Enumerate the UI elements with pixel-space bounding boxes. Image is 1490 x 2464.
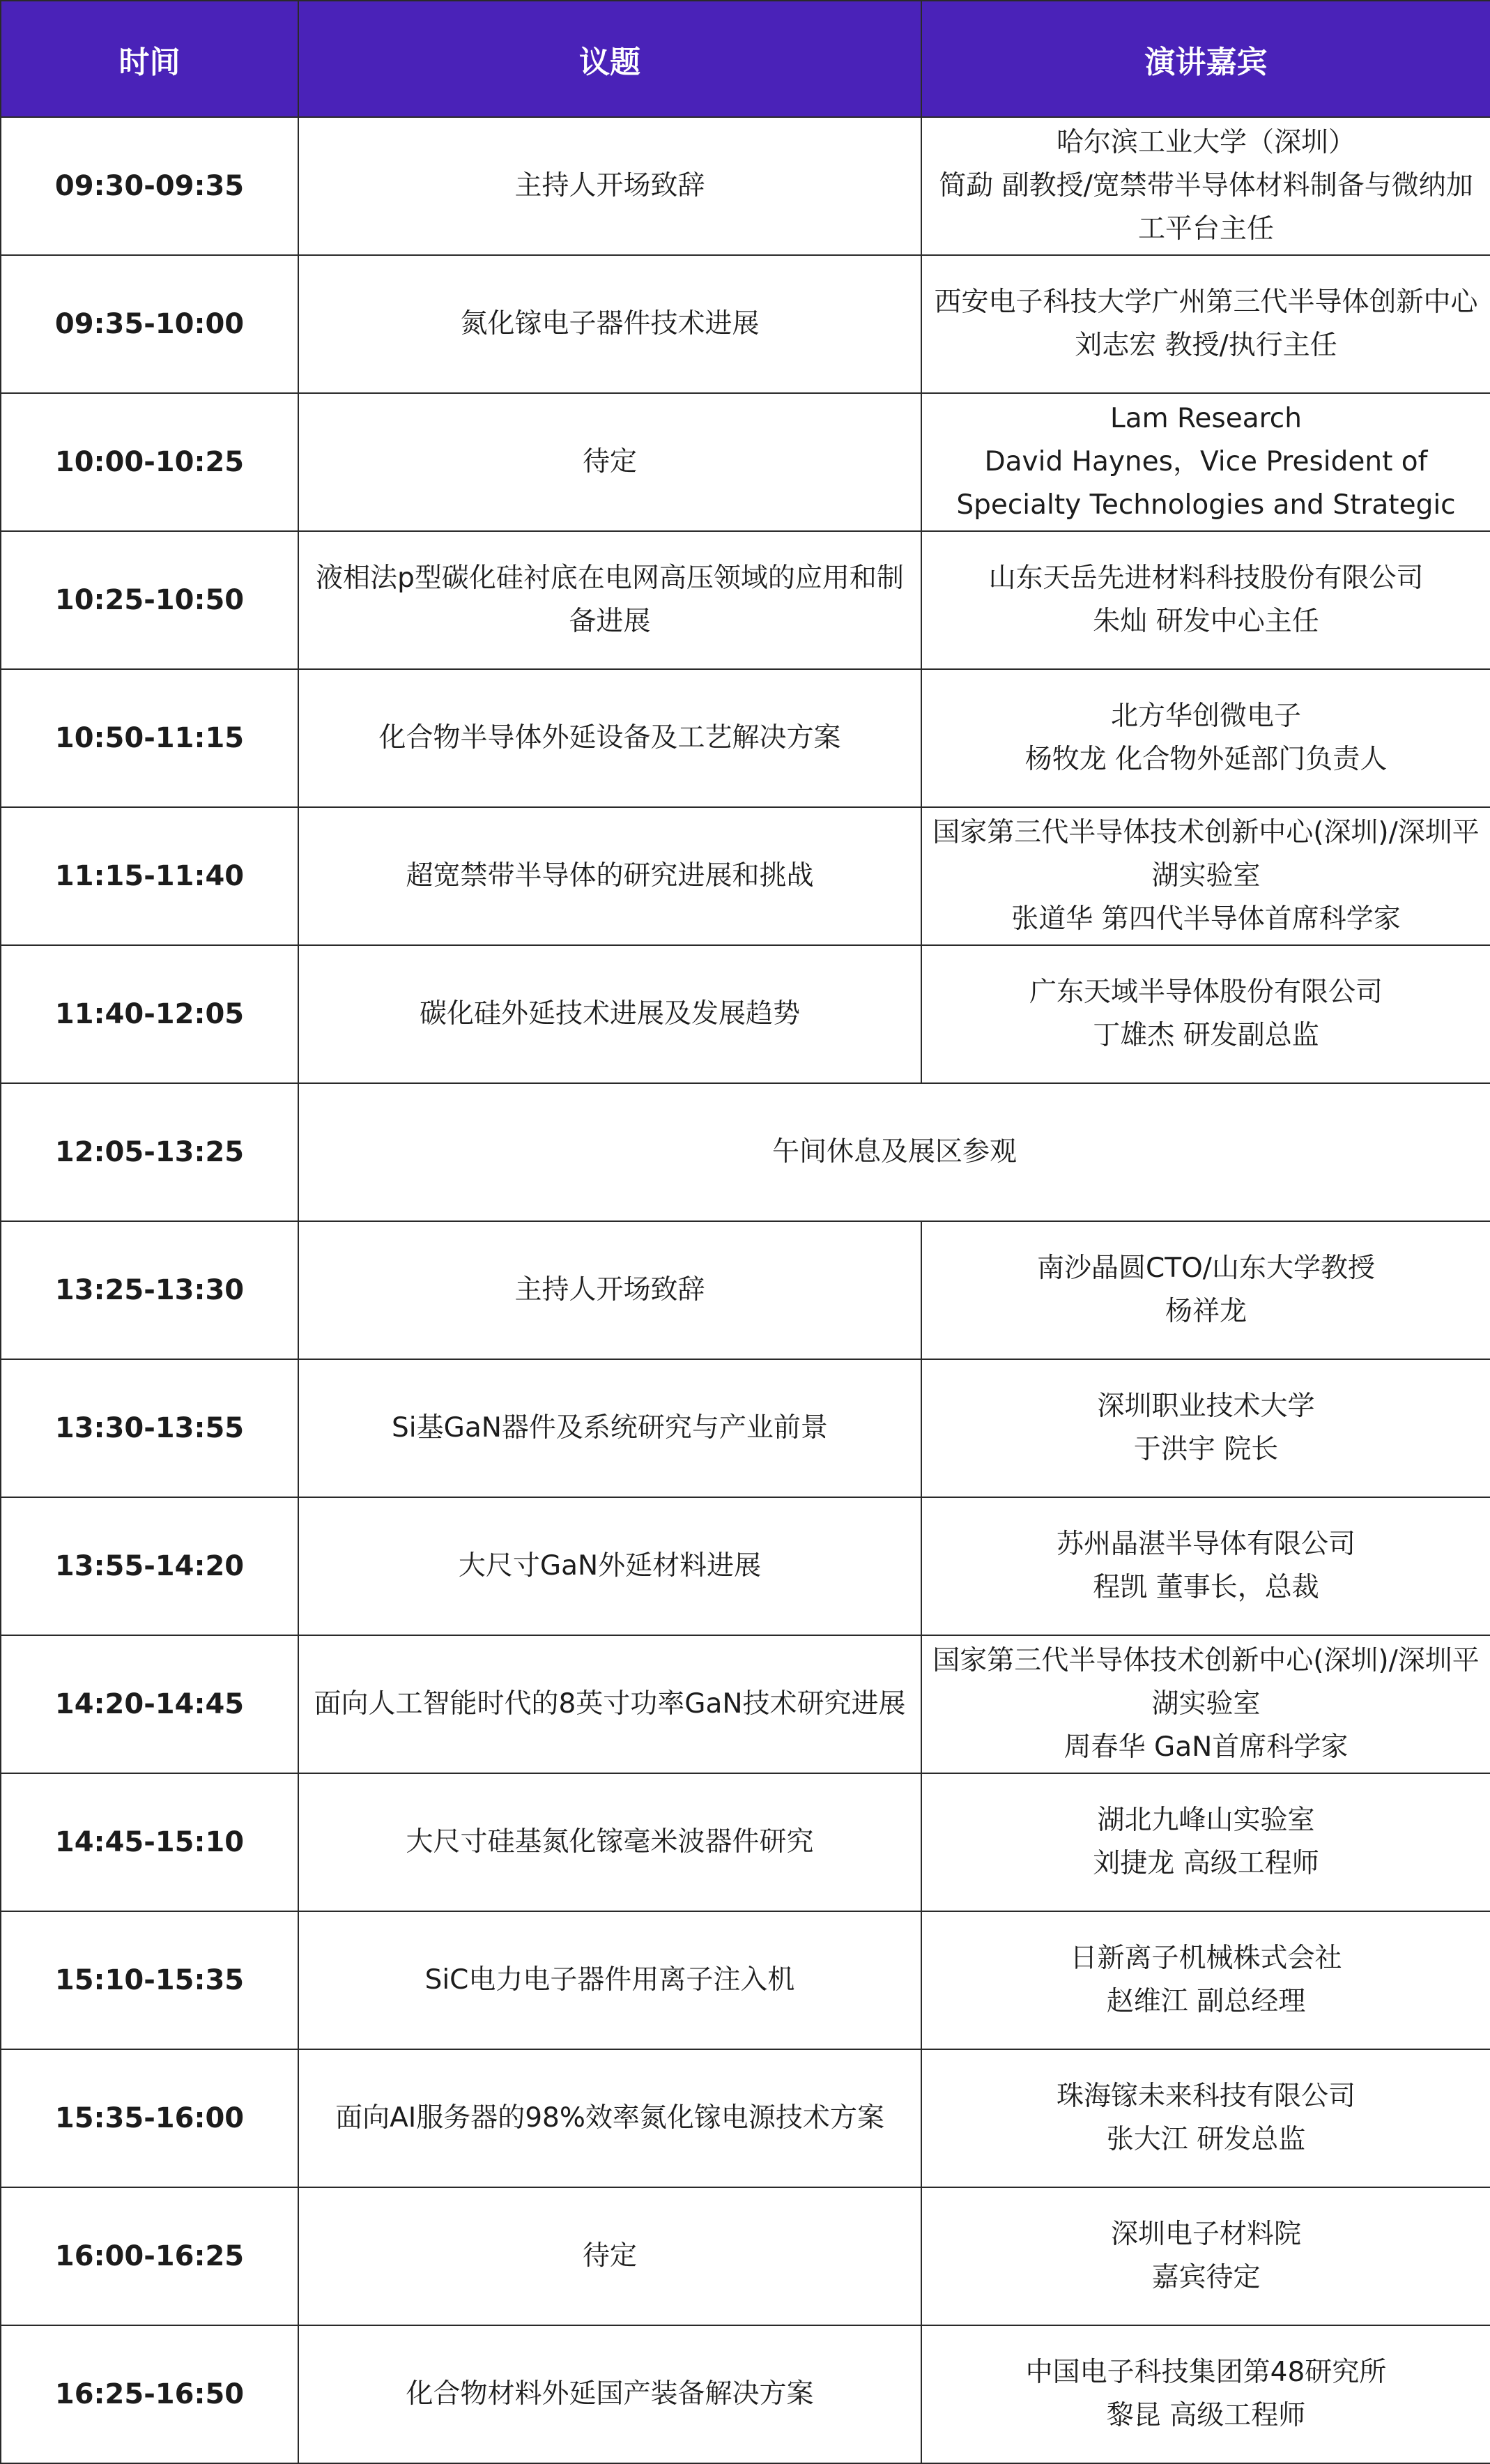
speaker-organization: 国家第三代半导体技术创新中心(深圳)/深圳平湖实验室 bbox=[932, 817, 1480, 892]
session-speaker bbox=[921, 117, 1490, 255]
speaker-text bbox=[928, 695, 1484, 781]
speaker-name-title: 刘捷龙 高级工程师 bbox=[1093, 1848, 1319, 1879]
header-topic: 议题 bbox=[298, 1, 921, 117]
table-row bbox=[1, 255, 1490, 393]
speaker-name-title: 杨牧龙 化合物外延部门负责人 bbox=[1024, 744, 1388, 775]
session-time: 09:30-09:35 bbox=[1, 117, 298, 255]
speaker-text bbox=[928, 1799, 1484, 1885]
session-topic: 主持人开场致辞 bbox=[298, 1221, 921, 1359]
speaker-name-title: 黎昆 高级工程师 bbox=[1106, 2400, 1306, 2431]
session-topic: 大尺寸硅基氮化镓毫米波器件研究 bbox=[298, 1773, 921, 1911]
speaker-name-title: 刘志宏 教授/执行主任 bbox=[1075, 330, 1337, 361]
table-row bbox=[1, 1359, 1490, 1497]
speaker-organization: 深圳职业技术大学 bbox=[1097, 1391, 1315, 1422]
speaker-organization: 湖北九峰山实验室 bbox=[1097, 1805, 1315, 1836]
speaker-text bbox=[928, 2075, 1484, 2161]
session-topic: 化合物半导体外延设备及工艺解决方案 bbox=[298, 669, 921, 807]
session-speaker bbox=[921, 1497, 1490, 1635]
session-speaker bbox=[921, 255, 1490, 393]
table-row bbox=[1, 1497, 1490, 1635]
session-time: 13:55-14:20 bbox=[1, 1497, 298, 1635]
session-time: 10:25-10:50 bbox=[1, 531, 298, 669]
table-row bbox=[1, 945, 1490, 1083]
session-speaker bbox=[921, 1773, 1490, 1911]
speaker-name-title: 赵维江 副总经理 bbox=[1106, 1986, 1306, 2017]
session-topic: SiC电力电子器件用离子注入机 bbox=[298, 1911, 921, 2049]
speaker-text bbox=[928, 397, 1484, 527]
session-time: 11:40-12:05 bbox=[1, 945, 298, 1083]
header-time: 时间 bbox=[1, 1, 298, 117]
speaker-organization: 珠海镓未来科技有限公司 bbox=[1056, 2081, 1355, 2112]
session-topic: 化合物材料外延国产装备解决方案 bbox=[298, 2325, 921, 2463]
speaker-name-title: David Haynes，Vice President of Specialty Technologies and Strategic bbox=[956, 446, 1456, 521]
session-topic: 氮化镓电子器件技术进展 bbox=[298, 255, 921, 393]
session-speaker bbox=[921, 807, 1490, 945]
session-speaker bbox=[921, 2325, 1490, 2463]
session-topic: 超宽禁带半导体的研究进展和挑战 bbox=[298, 807, 921, 945]
speaker-text bbox=[928, 121, 1484, 251]
speaker-text bbox=[928, 1639, 1484, 1769]
session-speaker bbox=[921, 1635, 1490, 1773]
header-row bbox=[1, 1, 1490, 117]
speaker-name-title: 张大江 研发总监 bbox=[1106, 2124, 1306, 2155]
speaker-name-title: 丁雄杰 研发副总监 bbox=[1093, 1020, 1319, 1051]
speaker-name-title: 朱灿 研发中心主任 bbox=[1093, 606, 1319, 637]
speaker-organization: 日新离子机械株式会社 bbox=[1070, 1943, 1342, 1974]
session-speaker bbox=[921, 2187, 1490, 2325]
speaker-text bbox=[928, 557, 1484, 643]
session-time: 15:10-15:35 bbox=[1, 1911, 298, 2049]
speaker-text bbox=[928, 1385, 1484, 1471]
session-speaker bbox=[921, 1359, 1490, 1497]
session-speaker bbox=[921, 945, 1490, 1083]
table-row bbox=[1, 1773, 1490, 1911]
speaker-organization: 西安电子科技大学广州第三代半导体创新中心 bbox=[934, 286, 1478, 318]
table-row bbox=[1, 1083, 1490, 1221]
session-speaker bbox=[921, 2049, 1490, 2187]
speaker-name-title: 嘉宾待定 bbox=[1151, 2262, 1261, 2293]
table-row bbox=[1, 669, 1490, 807]
speaker-name-title: 于洪宇 院长 bbox=[1133, 1434, 1279, 1465]
speaker-text bbox=[928, 971, 1484, 1057]
table-row bbox=[1, 2325, 1490, 2463]
speaker-text bbox=[928, 2213, 1484, 2300]
speaker-text bbox=[928, 1937, 1484, 2023]
session-time: 16:25-16:50 bbox=[1, 2325, 298, 2463]
session-time: 10:00-10:25 bbox=[1, 393, 298, 531]
speaker-name-title: 周春华 GaN首席科学家 bbox=[1063, 1731, 1349, 1763]
speaker-organization: 苏州晶湛半导体有限公司 bbox=[1056, 1529, 1355, 1560]
session-time: 13:25-13:30 bbox=[1, 1221, 298, 1359]
session-speaker bbox=[921, 393, 1490, 531]
session-time: 12:05-13:25 bbox=[1, 1083, 298, 1221]
session-topic: 主持人开场致辞 bbox=[298, 117, 921, 255]
session-time: 11:15-11:40 bbox=[1, 807, 298, 945]
session-topic: 待定 bbox=[298, 393, 921, 531]
break-label: 午间休息及展区参观 bbox=[298, 1083, 1490, 1221]
speaker-organization: 深圳电子材料院 bbox=[1110, 2219, 1301, 2250]
session-topic: 面向AI服务器的98%效率氮化镓电源技术方案 bbox=[298, 2049, 921, 2187]
speaker-name-title: 张道华 第四代半导体首席科学家 bbox=[1011, 903, 1401, 935]
table-row bbox=[1, 1911, 1490, 2049]
table-row bbox=[1, 2049, 1490, 2187]
speaker-text bbox=[928, 811, 1484, 941]
session-time: 15:35-16:00 bbox=[1, 2049, 298, 2187]
table-row bbox=[1, 2187, 1490, 2325]
speaker-text bbox=[928, 1247, 1484, 1333]
session-speaker bbox=[921, 1911, 1490, 2049]
session-speaker bbox=[921, 669, 1490, 807]
speaker-organization: 中国电子科技集团第48研究所 bbox=[1025, 2357, 1387, 2388]
speaker-name-title: 杨祥龙 bbox=[1165, 1296, 1247, 1327]
session-topic: 面向人工智能时代的8英寸功率GaN技术研究进展 bbox=[298, 1635, 921, 1773]
table-row bbox=[1, 117, 1490, 255]
agenda-body bbox=[1, 117, 1490, 2463]
session-time: 16:00-16:25 bbox=[1, 2187, 298, 2325]
speaker-text bbox=[928, 1523, 1484, 1609]
table-row bbox=[1, 807, 1490, 945]
speaker-name-title: 程凯 董事长，总裁 bbox=[1093, 1572, 1319, 1603]
session-time: 13:30-13:55 bbox=[1, 1359, 298, 1497]
session-time: 14:45-15:10 bbox=[1, 1773, 298, 1911]
session-topic: 大尺寸GaN外延材料进展 bbox=[298, 1497, 921, 1635]
speaker-organization: 北方华创微电子 bbox=[1110, 701, 1301, 732]
table-row bbox=[1, 1635, 1490, 1773]
speaker-organization: 国家第三代半导体技术创新中心(深圳)/深圳平湖实验室 bbox=[932, 1645, 1480, 1720]
session-time: 10:50-11:15 bbox=[1, 669, 298, 807]
speaker-organization: 广东天域半导体股份有限公司 bbox=[1029, 977, 1383, 1008]
table-row bbox=[1, 1221, 1490, 1359]
session-topic: 液相法p型碳化硅衬底在电网高压领域的应用和制备进展 bbox=[298, 531, 921, 669]
table-row bbox=[1, 393, 1490, 531]
speaker-name-title: 简勐 副教授/宽禁带半导体材料制备与微纳加工平台主任 bbox=[939, 170, 1473, 245]
session-speaker bbox=[921, 531, 1490, 669]
session-topic: 碳化硅外延技术进展及发展趋势 bbox=[298, 945, 921, 1083]
session-time: 09:35-10:00 bbox=[1, 255, 298, 393]
session-topic: 待定 bbox=[298, 2187, 921, 2325]
header-speaker: 演讲嘉宾 bbox=[921, 1, 1490, 117]
session-topic: Si基GaN器件及系统研究与产业前景 bbox=[298, 1359, 921, 1497]
speaker-organization: 哈尔滨工业大学（深圳） bbox=[1056, 127, 1355, 158]
speaker-text bbox=[928, 281, 1484, 367]
speaker-organization: Lam Research bbox=[1110, 403, 1302, 434]
session-time: 14:20-14:45 bbox=[1, 1635, 298, 1773]
speaker-text bbox=[928, 2351, 1484, 2438]
speaker-organization: 山东天岳先进材料科技股份有限公司 bbox=[988, 563, 1424, 594]
table-row bbox=[1, 531, 1490, 669]
session-speaker bbox=[921, 1221, 1490, 1359]
speaker-organization: 南沙晶圆CTO/山东大学教授 bbox=[1037, 1253, 1375, 1284]
